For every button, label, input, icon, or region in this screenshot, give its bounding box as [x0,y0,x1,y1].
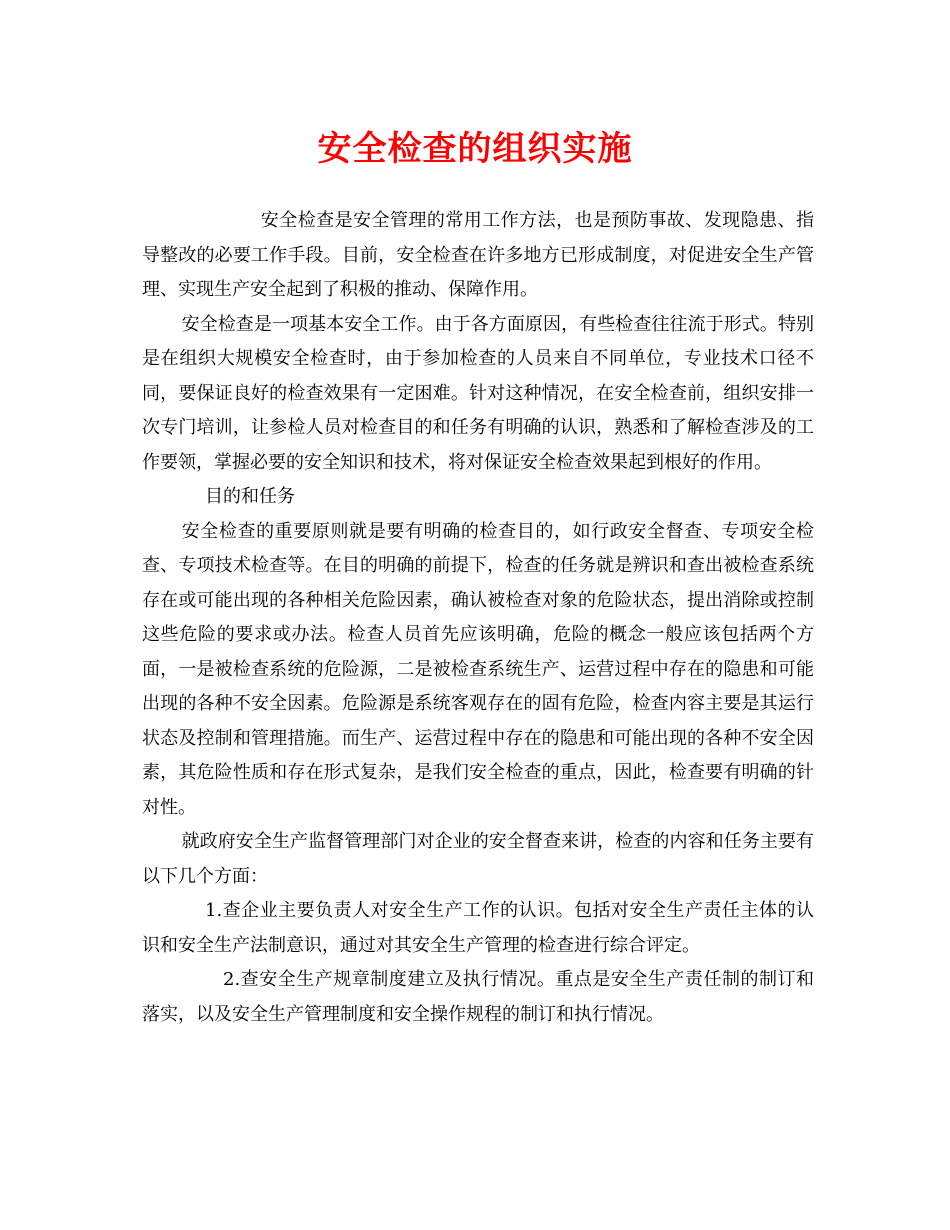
paragraph-training: 安全检查是一项基本安全工作。由于各方面原因，有些检查往往流于形式。特别是在组织大规模安全检查时，由于参加检查的人员来自不同单位，专业技术口径不同，要保证良好的检查效果有一定困难。针对这种情况，在安全检查前，组织安排一次专门培训，让参检人员对检查目的和任务有明确的认识，熟悉和了解检查涉及的工作要领，掌握必要的安全知识和技术，将对保证安全检查效果起到根好的作用。 [142,313,814,473]
document-body [142,204,814,1032]
section-heading-purpose: 目的和任务 [205,486,295,507]
list-item-1: 1.查企业主要负责人对安全生产工作的认识。包括对安全生产责任主体的认识和安全生产法制意识，通过对其安全生产管理的检查进行综合评定。 [142,900,814,956]
paragraph-government-inspection: 就政府安全生产监督管理部门对企业的安全督查来讲，检查的内容和任务主要有以下几个方面： [142,831,814,887]
list-item-2: 2.查安全生产规章制度建立及执行情况。重点是安全生产责任制的制订和落实，以及安全生产管理制度和安全操作规程的制订和执行情况。 [142,969,814,1025]
document-title: 安全检查的组织实施 [317,129,633,169]
paragraph-intro: 安全检查是安全管理的常用工作方法，也是预防事故、发现隐患、指导整改的必要工作手段。目前，安全检查在许多地方已形成制度，对促进安全生产管理、实现生产安全起到了积极的推动、保障作用。 [142,210,814,300]
paragraph-principles: 安全检查的重要原则就是要有明确的检查目的，如行政安全督查、专项安全检查、专项技术检查等。在目的明确的前提下，检查的任务就是辨识和查出被检查系统存在或可能出现的各种相关危险因素，确认被检查对象的危险状态，提出消除或控制这些危险的要求或办法。检查人员首先应该明确，危险的概念一般应该包括两个方面，一是被检查系统的危险源，二是被检查系统生产、运营过程中存在的隐患和可能出现的各种不安全因素。危险源是系统客观存在的固有危险，检查内容主要是其运行状态及控制和管理措施。而生产、运营过程中存在的隐患和可能出现的各种不安全因素，其危险性质和存在形式复杂，是我们安全检查的重点，因此，检查要有明确的针对性。 [142,520,814,818]
